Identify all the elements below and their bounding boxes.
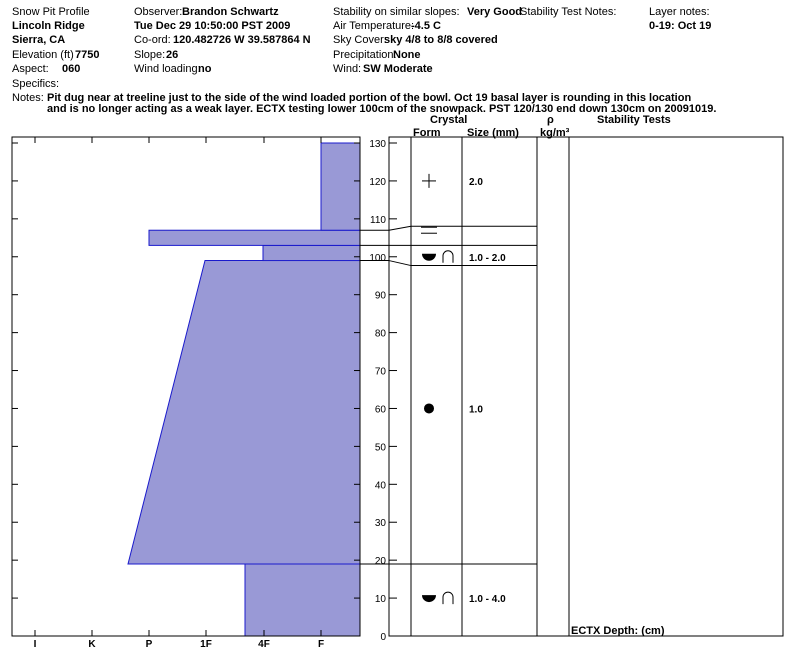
x-tick-label: I bbox=[33, 639, 37, 650]
x-tick-label: 1F bbox=[200, 639, 212, 650]
crystal-header: Crystal bbox=[430, 114, 468, 126]
crystal-size: 2.0 bbox=[469, 176, 483, 188]
stability-label: Stability on similar slopes: bbox=[333, 6, 460, 18]
observer-value: Brandon Schwartz bbox=[182, 6, 279, 18]
crystal-symbol bbox=[422, 254, 436, 261]
layer-note: 0-19: Oct 19 bbox=[649, 20, 712, 32]
crystal-size: 1.0 bbox=[469, 404, 483, 416]
hardness-bar bbox=[245, 564, 360, 636]
wind-loading-value: no bbox=[198, 63, 212, 75]
y-tick-label: 110 bbox=[370, 214, 386, 226]
crystal-symbol bbox=[443, 251, 453, 263]
y-tick-label: 90 bbox=[374, 290, 386, 302]
air-temp-label: Air Temperature: bbox=[333, 20, 415, 32]
x-tick-label: 4F bbox=[258, 639, 270, 650]
stability-tests-header: Stability Tests bbox=[597, 114, 671, 126]
layer-connector bbox=[389, 226, 411, 230]
density-unit: kg/m³ bbox=[540, 127, 570, 139]
y-tick-label: 10 bbox=[374, 594, 386, 606]
wind-loading-label: Wind loading: bbox=[134, 63, 201, 75]
stability-value: Very Good bbox=[467, 6, 523, 18]
y-tick-label: 20 bbox=[374, 556, 386, 568]
coord-value: 120.482726 W 39.587864 N bbox=[173, 34, 311, 46]
y-tick-label: 0 bbox=[380, 632, 386, 643]
notes-line-1: Pit dug near at treeline just to the side of the wind loaded portion of the bowl. Oct 19 basal layer is rounding in this location bbox=[47, 92, 692, 104]
layer-table-frame bbox=[389, 137, 783, 636]
wind-value: SW Moderate bbox=[363, 63, 433, 75]
test-result: ECTX Depth: (cm) bbox=[571, 625, 665, 637]
coord-label: Co-ord: bbox=[134, 34, 171, 46]
slope-label: Slope: bbox=[134, 49, 166, 61]
y-tick-label: 70 bbox=[374, 366, 386, 378]
y-tick-label: 130 bbox=[369, 139, 386, 150]
y-tick-label: 60 bbox=[374, 404, 386, 416]
location: Lincoln Ridge bbox=[12, 20, 85, 32]
y-tick-label: 80 bbox=[374, 328, 386, 340]
wind-label: Wind: bbox=[333, 63, 362, 75]
y-tick-label: 50 bbox=[374, 442, 386, 454]
form-header: Form bbox=[413, 127, 441, 139]
slope-value: 26 bbox=[166, 49, 179, 61]
profile-title: Snow Pit Profile bbox=[12, 6, 90, 18]
notes-line-2: and is no longer acting as a weak layer. ECTX testing lower 100cm of the snowpack. PST 120/130 end down 130cm on 20091019. bbox=[47, 103, 717, 115]
sky-cover-label: Sky Cover: bbox=[333, 34, 387, 46]
notes-label: Notes: bbox=[12, 92, 44, 104]
observer-label: Observer: bbox=[134, 6, 183, 18]
crystal-size: 1.0 - 2.0 bbox=[469, 252, 506, 264]
x-tick-label: P bbox=[145, 639, 153, 650]
hardness-bar bbox=[263, 245, 360, 260]
hardness-bar bbox=[321, 143, 360, 230]
precip-value: None bbox=[393, 49, 421, 61]
y-tick-label: 100 bbox=[369, 252, 386, 264]
elevation-value: 7750 bbox=[75, 49, 100, 61]
crystal-symbol bbox=[422, 595, 436, 602]
hardness-bar bbox=[128, 261, 360, 564]
air-temp-value: -4.5 C bbox=[411, 20, 441, 32]
sky-cover-value: sky 4/8 to 8/8 covered bbox=[384, 34, 498, 46]
y-tick-label: 40 bbox=[374, 480, 386, 492]
specifics-label: Specifics: bbox=[12, 78, 60, 90]
region: Sierra, CA bbox=[12, 34, 66, 46]
crystal-size: 1.0 - 4.0 bbox=[469, 594, 506, 606]
y-tick-label: 120 bbox=[369, 176, 386, 188]
stability-test-notes-label: Stability Test Notes: bbox=[520, 6, 617, 18]
aspect-label: Aspect: bbox=[12, 63, 49, 75]
y-tick-label: 30 bbox=[374, 518, 386, 530]
size-header: Size (mm) bbox=[467, 127, 519, 139]
layer-connector bbox=[389, 261, 411, 266]
elevation-label: Elevation (ft) bbox=[12, 49, 74, 61]
density-header: ρ bbox=[547, 114, 554, 126]
crystal-symbol bbox=[443, 592, 453, 604]
hardness-bar bbox=[149, 230, 360, 245]
crystal-symbol bbox=[424, 403, 434, 413]
x-tick-label: K bbox=[88, 639, 96, 650]
observation-date: Tue Dec 29 10:50:00 PST 2009 bbox=[134, 20, 291, 32]
precip-label: Precipitation: bbox=[333, 49, 397, 61]
aspect-value: 060 bbox=[62, 63, 81, 75]
layer-notes-label: Layer notes: bbox=[649, 6, 710, 18]
x-tick-label: F bbox=[317, 639, 325, 650]
